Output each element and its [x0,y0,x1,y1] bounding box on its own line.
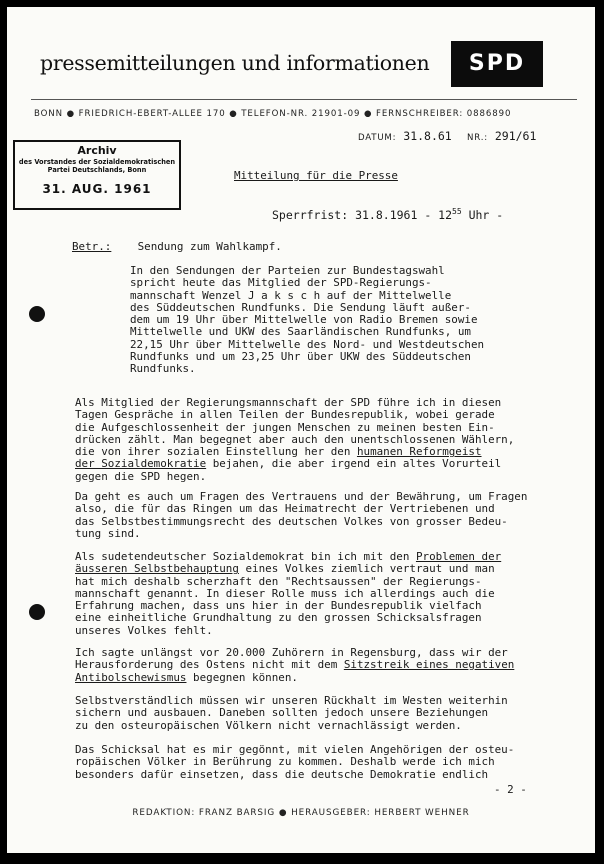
subject-label: Betr.: [72,240,112,253]
spd-logo: SPD [451,41,543,87]
underlined-phrase: Problemen der [415,550,502,563]
intro-line: Rundfunks und um 23,25 Uhr über UKW des Süddeutschen [130,350,471,364]
intro-line: In den Sendungen der Parteien zur Bundestagswahl [130,264,445,277]
intro-line: spricht heute das Mitglied der SPD-Regierungs- [130,276,432,290]
intro-line: 22,15 Uhr über Mittelwelle des Nord- und Westdeutschen [130,337,485,351]
body-paragraph-3 [75,551,501,637]
subject-text: Sendung zum Wahlkampf. [137,240,282,253]
page-marker: - 2 - [494,783,527,796]
underlined-phrase: Antibolschewismus [75,670,187,684]
underlined-phrase: humanen Reformgeist [356,445,482,459]
number-value: 291/61 [494,129,537,143]
sperrfrist-minutes: 55 [452,207,462,216]
sperrfrist [272,206,503,221]
stamp-line: Partei Deutschlands, Bonn [47,166,147,174]
intro-line: mannschaft Wenzel J a k s c h auf der Mittelwelle [130,288,452,302]
paragraph-text: eines Volkes ziemlich vertraut und man hat mich deshalb scherzhaft den "Rechtsaussen" der Regierungs- mannschaft genannt. In dieser Rolle muss ich allerdings auch die Erfahrung machen, dass uns hier in der Bundesrepublik vielfach eine einheitliche Grundhaltung zu den grossen Schicksalsfragen unseres Volkes fehlt. [75,562,495,637]
paragraph-text: Als Mitglied der Regierungsmannschaft der SPD führe ich in diesen Tagen Gespräche in allen Teilen der Bundesrepublik, wobei gerade die Aufgeschlossenheit der jungen Menschen zu meinen besten Ein- drücken zählt. Man begegnet aber auch den unentschlossenen Wählern, die von ihrer sozialen Einstellung her den [75,396,515,459]
number-field [467,129,536,143]
subject-line [72,241,282,253]
paragraph-text: Ich sagte unlängst vor 20.000 Zuhörern in Regensburg, dass wir der Herausforderung des Ostens nicht mit dem [75,646,508,672]
notice-title [234,170,398,182]
date-value: 31.8.61 [403,129,452,143]
paragraph-text: Als sudetendeutscher Sozialdemokrat bin ich mit den [75,550,416,563]
document-page [7,7,595,853]
underlined-phrase: der Sozialdemokratie [75,457,207,471]
date-field [358,129,452,143]
stamp-date: 31. AUG. 1961 [42,182,152,196]
number-label: NR.: [467,133,488,143]
intro-line: Mittelwelle und UKW des Saarländischen Rundfunks, um [130,325,471,339]
archive-stamp [13,140,181,210]
footer-credits: REDAKTION: FRANZ BARSIG ● HERAUSGEBER: HERBERT WEHNER [132,808,470,818]
stamp-title: Archiv [77,144,117,157]
paragraph-text: begegnen können. [186,670,298,684]
notice-title-text: Mitteilung für die Presse [234,169,398,182]
header-title: pressemitteilungen und informationen [40,51,430,75]
intro-paragraph [130,265,484,376]
header-divider [31,99,577,100]
body-paragraph-4 [75,647,514,684]
punch-hole [29,306,45,322]
intro-line: des Süddeutschen Rundfunks. Die Sendung läuft außer- [130,300,471,314]
paragraph-text: bejahen, die aber irgend ein altes Vorurteil gegen die SPD hegen. [75,457,502,483]
underlined-phrase: Sitzstreik eines negativen [343,658,515,672]
punch-hole [29,604,45,620]
intro-line: dem um 19 Uhr über Mittelwelle von Radio Bremen sowie [130,313,478,327]
sperrfrist-end: Uhr - [461,207,504,222]
body-paragraph-1 [75,397,514,483]
sperrfrist-text: Sperrfrist: 31.8.1961 - 12 [272,207,453,222]
underlined-phrase: äusseren Selbstbehauptung [75,562,239,576]
body-paragraph-5: Selbstverständlich müssen wir unseren Rückhalt im Westen weiterhin sichern und ausbauen. Daneben sollten jedoch unsere Beziehungen zu den osteuropäischen Völkern nicht vernachlässigt werden. [75,694,508,732]
address-line: BONN ● FRIEDRICH-EBERT-ALLEE 170 ● TELEFON-NR. 21901-09 ● FERNSCHREIBER: 0886890 [34,109,512,119]
intro-line: Rundfunks. [130,362,196,376]
body-paragraph-6: Das Schicksal hat es mir gegönnt, mit vielen Angehörigen der osteu- ropäischen Völker in Berührung zu kommen. Deshalb werde ich mich besonders dafür einsetzen, dass die deutsche Demokratie endlich [75,743,515,781]
stamp-line: des Vorstandes der Sozialdemokratischen [18,158,176,166]
body-paragraph-2: Da geht es auch um Fragen des Vertrauens und der Bewährung, um Fragen also, die für das Ringen um das Heimatrecht der Vertriebenen und das Selbstbestimmungsrecht des deutschen Volkes von grosser Bedeu- tung sind. [75,490,528,540]
date-label: DATUM: [358,133,397,143]
